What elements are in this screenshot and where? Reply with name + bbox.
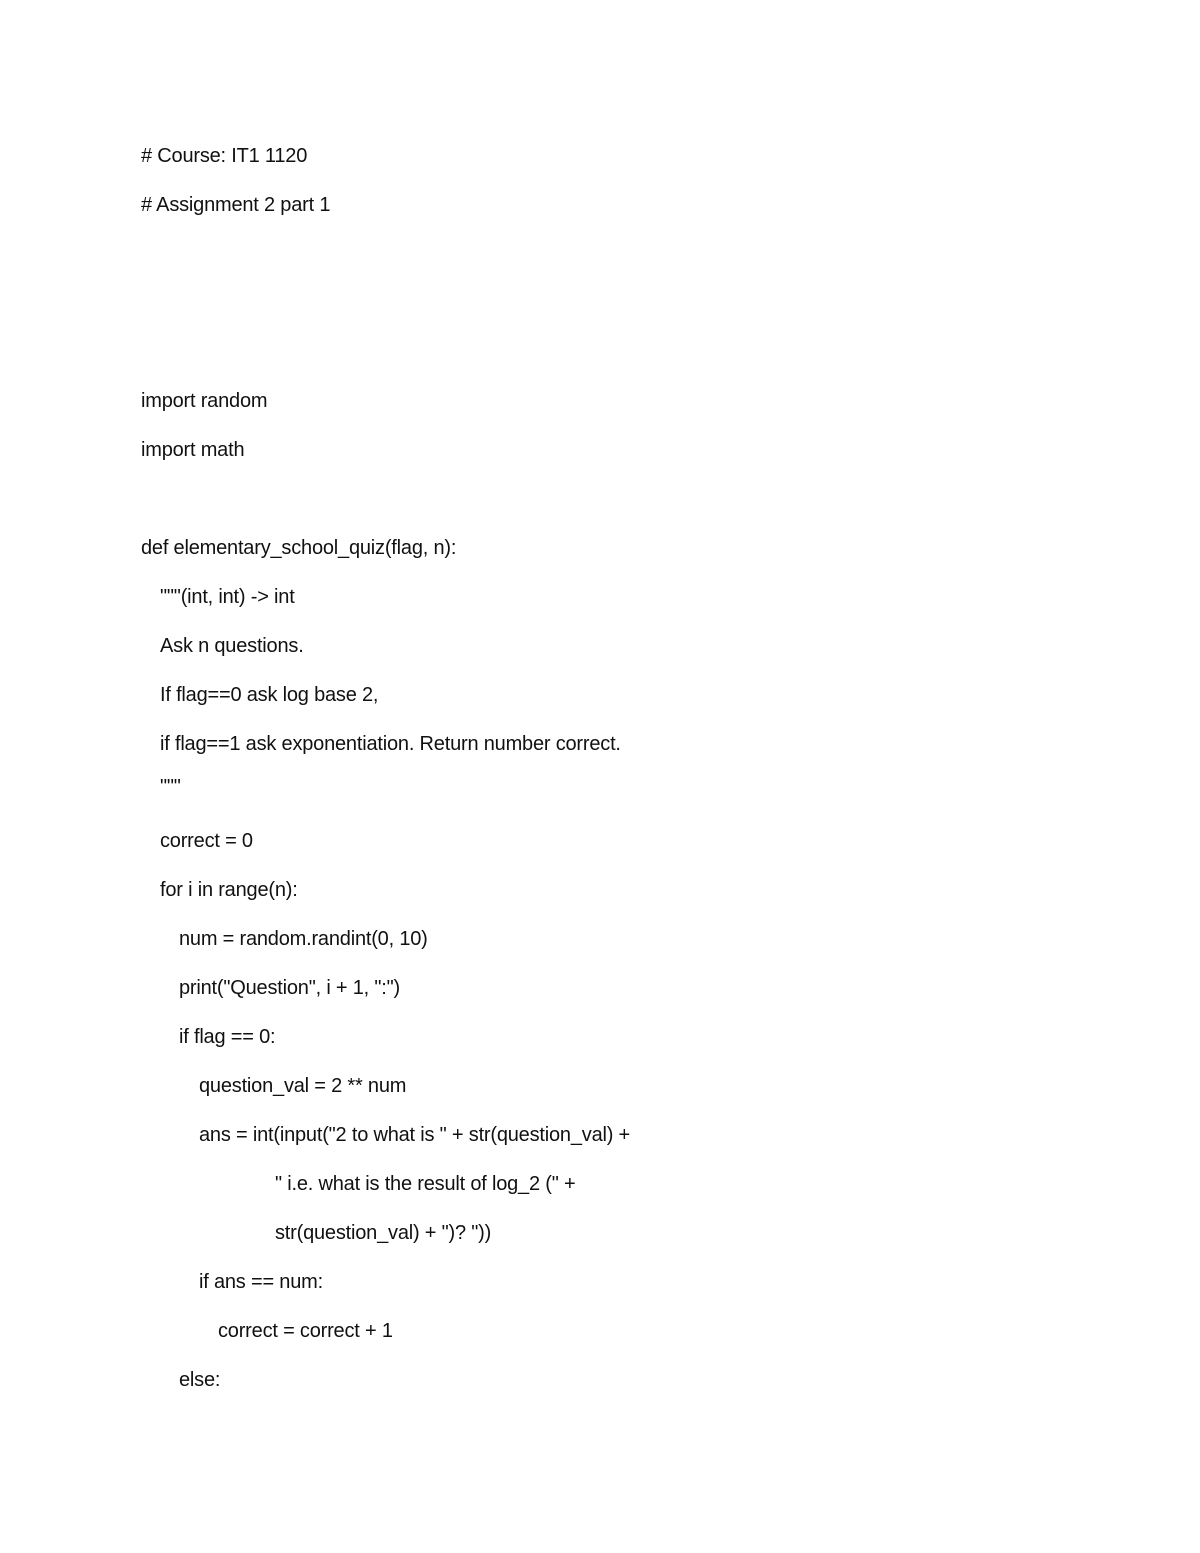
code-line: correct = correct + 1	[218, 1320, 393, 1342]
code-line: print("Question", i + 1, ":")	[179, 977, 401, 999]
code-line: question_val = 2 ** num	[199, 1075, 407, 1097]
code-line: ans = int(input("2 to what is " + str(question_val) +	[199, 1124, 631, 1146]
code-line: str(question_val) + ")? "))	[275, 1222, 492, 1244]
function-definition: def elementary_school_quiz(flag, n):	[141, 537, 457, 559]
code-line: for i in range(n):	[160, 879, 298, 901]
docstring-line: If flag==0 ask log base 2,	[160, 684, 379, 706]
code-line: if ans == num:	[199, 1271, 323, 1293]
code-line: if flag == 0:	[179, 1026, 276, 1048]
docstring-end: """	[160, 776, 181, 798]
code-line: else:	[179, 1369, 221, 1391]
docstring-line: Ask n questions.	[160, 635, 304, 657]
comment-course: # Course: IT1 1120	[141, 145, 308, 167]
code-line: num = random.randint(0, 10)	[179, 928, 428, 950]
docstring-line: if flag==1 ask exponentiation. Return number correct.	[160, 733, 621, 755]
import-math: import math	[141, 439, 245, 461]
comment-assignment: # Assignment 2 part 1	[141, 194, 331, 216]
docstring-signature: """(int, int) -> int	[160, 586, 295, 608]
import-random: import random	[141, 390, 268, 412]
code-line: " i.e. what is the result of log_2 (" +	[275, 1173, 576, 1195]
code-line: correct = 0	[160, 830, 253, 852]
